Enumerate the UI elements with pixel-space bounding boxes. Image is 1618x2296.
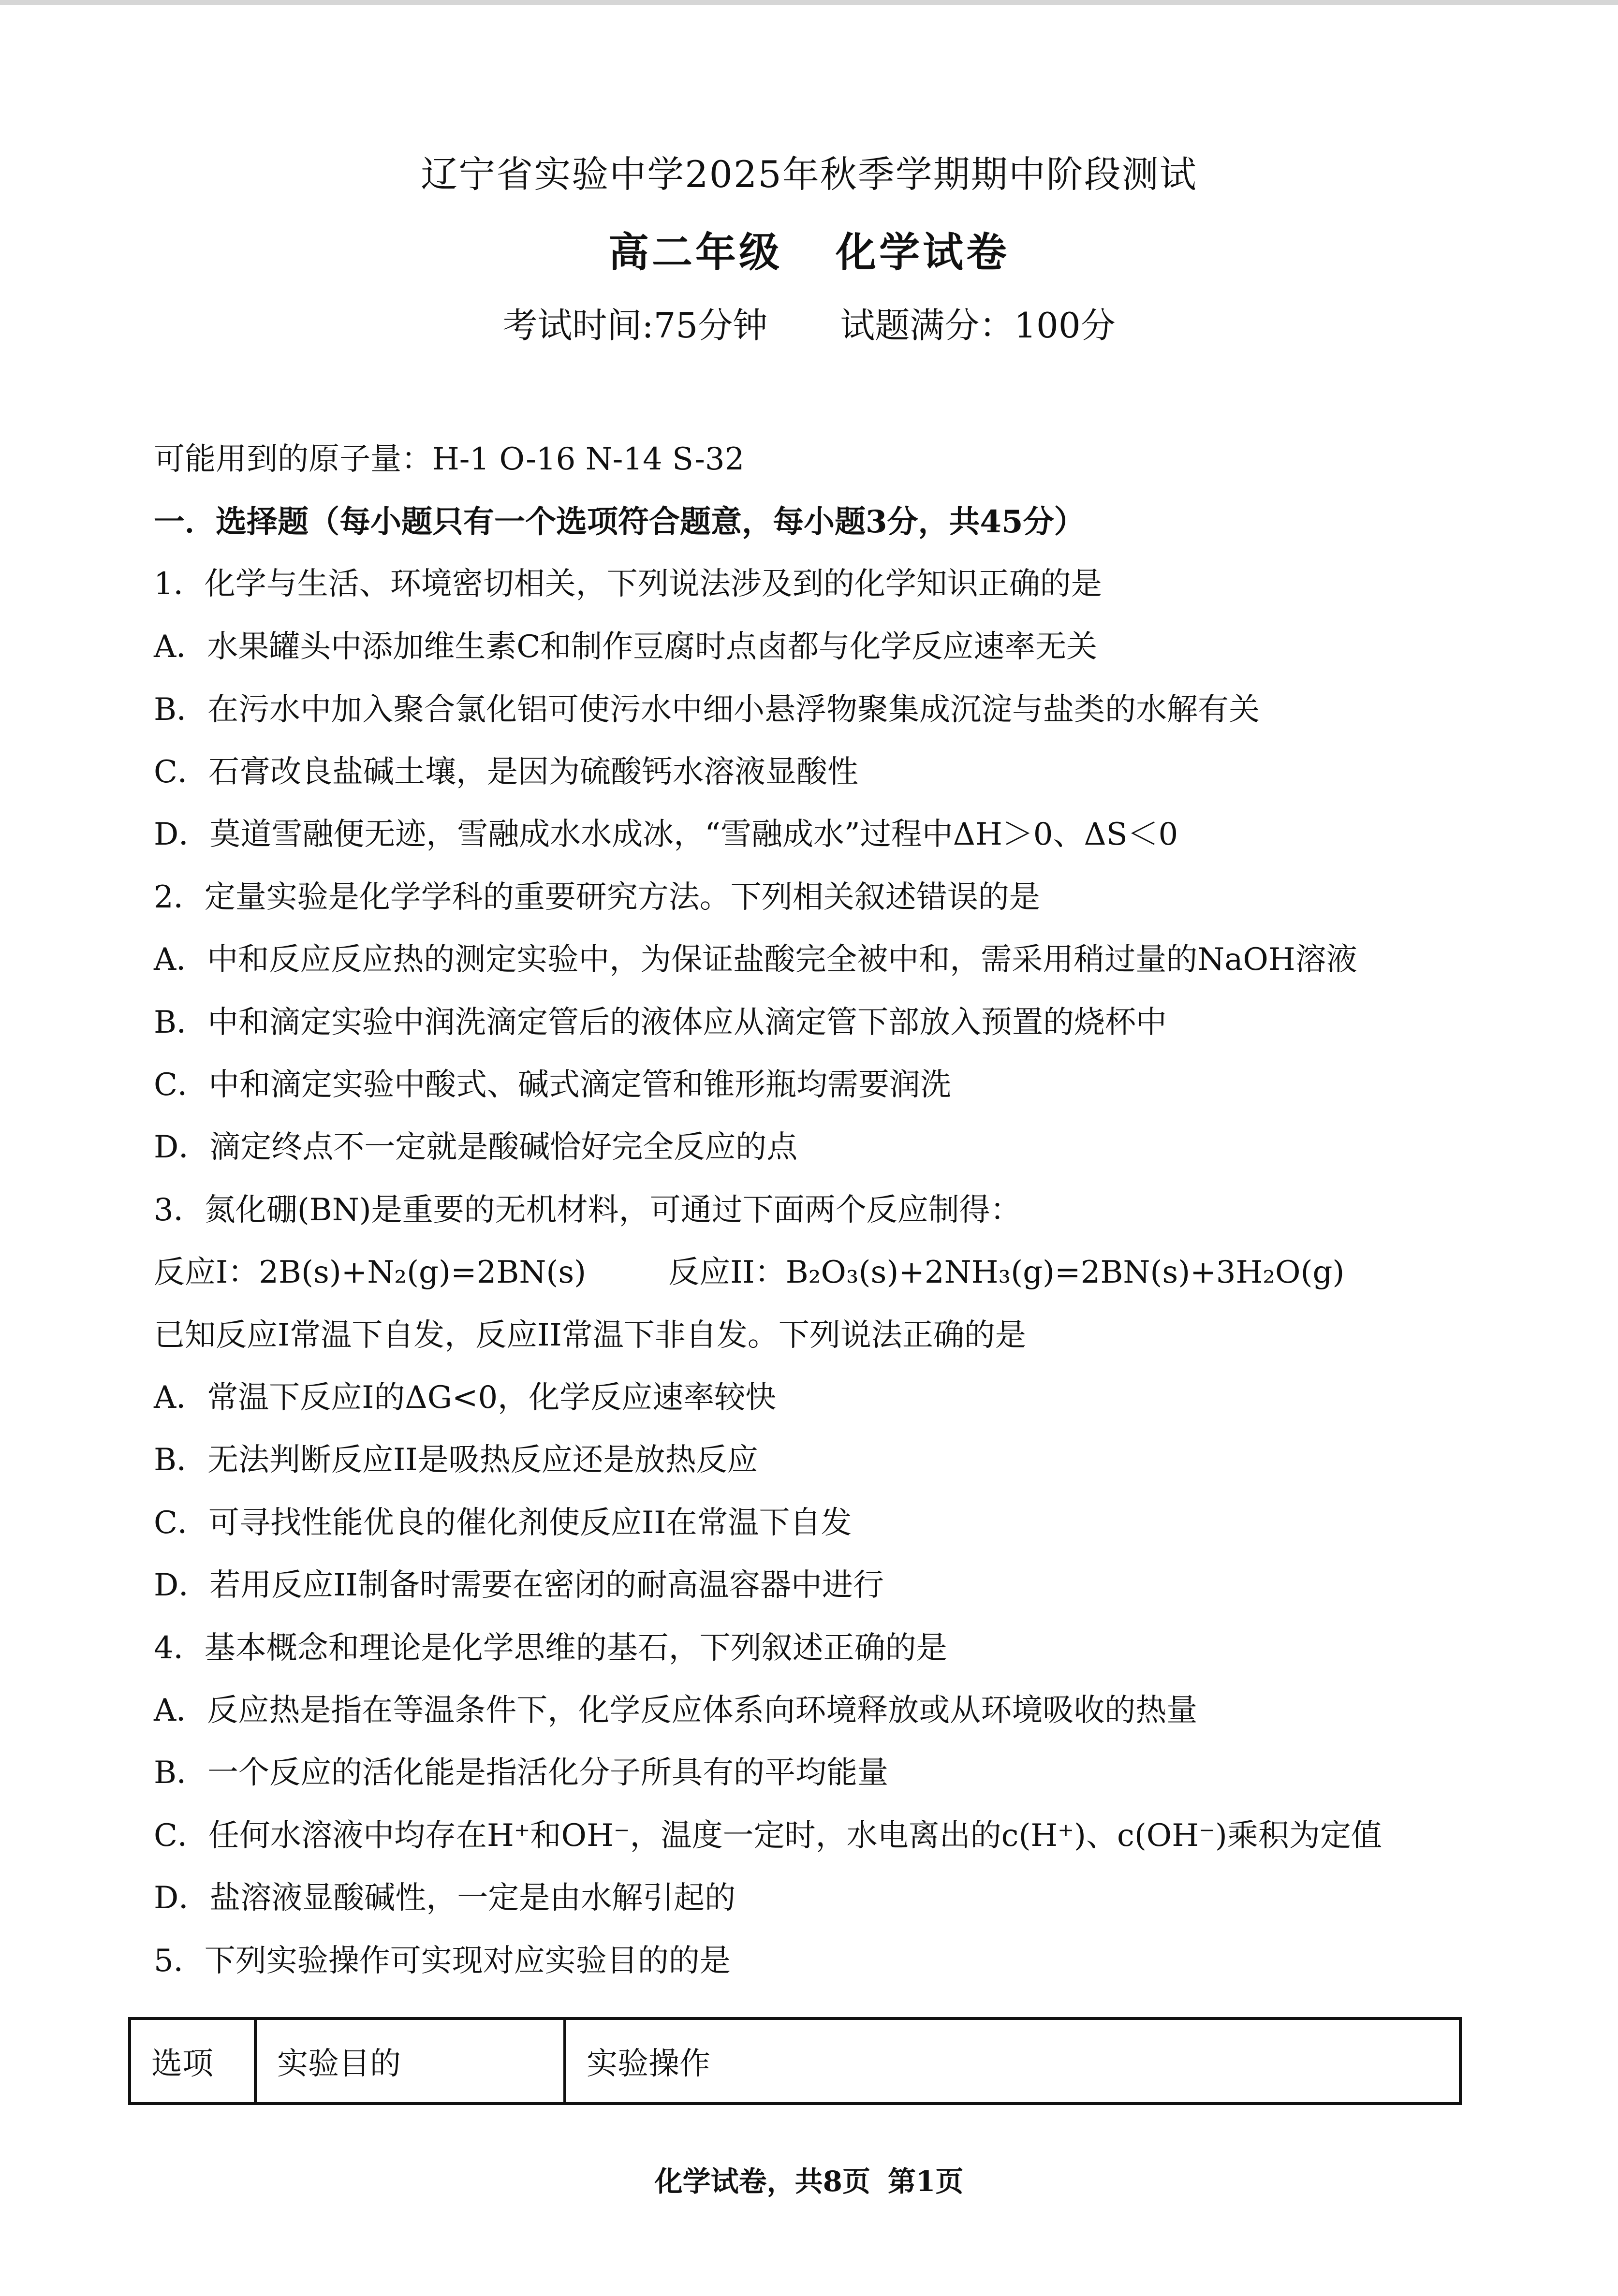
question-3-reactions: [154, 1257, 1513, 1288]
table-header-operation: 实验操作: [565, 2018, 1460, 2104]
question-1-option-b: B．在污水中加入聚合氯化铝可使污水中细小悬浮物聚集成沉淀与盐类的水解有关: [154, 692, 1260, 728]
exam-score: 试题满分：100分: [840, 305, 1116, 346]
footer-page-number: 第1页: [888, 2165, 964, 2198]
subject-label: 化学试卷: [836, 228, 1010, 276]
question-3-stem: 3．氮化硼(BN)是重要的无机材料，可通过下面两个反应制得：: [154, 1192, 1021, 1228]
question-4-option-a: A．反应热是指在等温条件下，化学反应体系向环境释放或从环境吸收的热量: [154, 1693, 1198, 1728]
atomic-masses: 可能用到的原子量：H-1 O-16 N-14 S-32: [154, 441, 745, 477]
exam-time: 考试时间:75分钟: [502, 305, 768, 346]
question-4-option-d: D．盐溶液显酸碱性，一定是由水解引起的: [154, 1880, 736, 1916]
table-header-row: [130, 2018, 1460, 2104]
experiment-table: [128, 2017, 1462, 2105]
question-2-option-d: D．滴定终点不一定就是酸碱恰好完全反应的点: [154, 1129, 798, 1165]
question-1-stem: 1．化学与生活、环境密切相关，下列说法涉及到的化学知识正确的是: [154, 566, 1102, 602]
table-header-option: 选项: [130, 2018, 255, 2104]
question-3-option-a: A．常温下反应I的ΔG<0，化学反应速率较快: [154, 1380, 777, 1416]
question-2-stem: 2．定量实验是化学学科的重要研究方法。下列相关叙述错误的是: [154, 879, 1040, 915]
scan-edge: [0, 0, 1618, 5]
question-4-stem: 4．基本概念和理论是化学思维的基石，下列叙述正确的是: [154, 1630, 947, 1666]
question-3-option-c: C．可寻找性能优良的催化剂使反应II在常温下自发: [154, 1505, 852, 1541]
question-4-option-b: B．一个反应的活化能是指活化分子所具有的平均能量: [154, 1755, 889, 1791]
question-3-stem-2: 已知反应I常温下自发，反应II常温下非自发。下列说法正确的是: [154, 1317, 1026, 1353]
exam-school-title: 辽宁省实验中学2025年秋季学期期中阶段测试: [421, 153, 1197, 196]
question-4-option-c: C．任何水溶液中均存在H⁺和OH⁻，温度一定时，水电离出的c(H⁺)、c(OH⁻)乘积为定值: [154, 1818, 1382, 1854]
reaction-1: 反应I：2B(s)+N₂(g)=2BN(s): [154, 1255, 587, 1290]
reaction-2: 反应II：B₂O₃(s)+2NH₃(g)=2BN(s)+3H₂O(g): [668, 1255, 1345, 1290]
exam-subject-title: [0, 220, 1618, 278]
question-1-option-c: C．石膏改良盐碱土壤，是因为硫酸钙水溶液显酸性: [154, 754, 858, 790]
question-2-option-a: A．中和反应反应热的测定实验中，为保证盐酸完全被中和，需采用稍过量的NaOH溶液: [154, 942, 1357, 978]
grade-label: 高二年级: [608, 228, 782, 276]
question-3-option-b: B．无法判断反应II是吸热反应还是放热反应: [154, 1442, 758, 1478]
question-2-option-b: B．中和滴定实验中润洗滴定管后的液体应从滴定管下部放入预置的烧杯中: [154, 1005, 1167, 1040]
exam-meta: [0, 297, 1618, 348]
question-3-option-d: D．若用反应II制备时需要在密闭的耐高温容器中进行: [154, 1567, 884, 1603]
question-5-stem: 5．下列实验操作可实现对应实验目的的是: [154, 1943, 731, 1979]
section-title: 一．选择题（每小题只有一个选项符合题意，每小题3分，共45分）: [154, 504, 1085, 540]
question-2-option-c: C．中和滴定实验中酸式、碱式滴定管和锥形瓶均需要润洗: [154, 1067, 951, 1103]
table-header-purpose: 实验目的: [255, 2018, 565, 2104]
question-1-option-a: A．水果罐头中添加维生素C和制作豆腐时点卤都与化学反应速率无关: [154, 629, 1098, 665]
footer-total-pages: 化学试卷，共8页: [654, 2165, 870, 2198]
question-1-option-d: D．莫道雪融便无迹，雪融成水水成冰，“雪融成水”过程中ΔH＞0、ΔS＜0: [154, 817, 1178, 852]
page-footer: [0, 2159, 1618, 2199]
